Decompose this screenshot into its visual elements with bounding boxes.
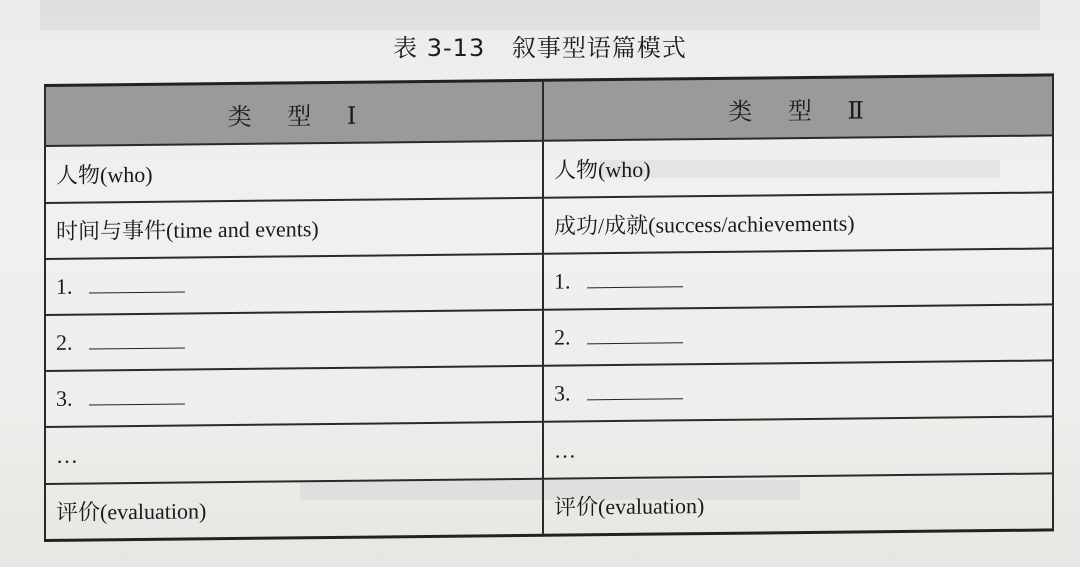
item-number: 2. bbox=[56, 329, 73, 355]
cell-type1-item-3 bbox=[45, 366, 543, 427]
table-number: 表 3-13 bbox=[393, 34, 486, 62]
cell-type1-who: 人物(who) bbox=[45, 141, 543, 202]
item-number: 1. bbox=[56, 273, 73, 299]
cell-type1-time-events: 时间与事件(time and events) bbox=[45, 197, 543, 258]
item-number: 2. bbox=[554, 324, 571, 350]
table-caption bbox=[0, 28, 1080, 63]
table-row bbox=[45, 417, 1053, 484]
cell-type2-ellipsis: … bbox=[543, 417, 1053, 479]
cell-type1-ellipsis: … bbox=[45, 422, 543, 483]
fill-in-blank bbox=[89, 277, 185, 293]
cell-type2-who: 人物(who) bbox=[543, 136, 1053, 198]
item-number: 1. bbox=[554, 268, 571, 294]
table-header-row bbox=[45, 75, 1053, 146]
fill-in-blank bbox=[89, 390, 185, 406]
narrative-pattern-table bbox=[44, 73, 1054, 542]
cell-type1-item-2 bbox=[45, 310, 543, 371]
fill-in-blank bbox=[587, 385, 683, 401]
cell-type1-item-1 bbox=[45, 254, 543, 315]
table-row bbox=[45, 192, 1053, 259]
cell-type1-evaluation: 评价(evaluation) bbox=[45, 478, 543, 540]
table-title: 叙事型语篇模式 bbox=[511, 34, 687, 62]
cell-type2-item-2 bbox=[543, 304, 1053, 366]
fill-in-blank bbox=[587, 328, 683, 344]
table-row bbox=[45, 473, 1053, 540]
table-row bbox=[45, 248, 1053, 315]
cell-type2-item-1 bbox=[543, 248, 1053, 310]
fill-in-blank bbox=[587, 272, 683, 288]
table-row bbox=[45, 136, 1053, 203]
header-type-1: 类 型 Ⅰ bbox=[45, 80, 543, 146]
item-number: 3. bbox=[554, 380, 571, 406]
cell-type2-item-3 bbox=[543, 361, 1053, 423]
header-type-2: 类 型 Ⅱ bbox=[543, 75, 1053, 141]
table-row bbox=[45, 304, 1053, 371]
table-row bbox=[45, 361, 1053, 428]
fill-in-blank bbox=[89, 334, 185, 350]
item-number: 3. bbox=[56, 386, 73, 412]
cell-type2-success: 成功/成就(success/achievements) bbox=[543, 192, 1053, 254]
cell-type2-evaluation: 评价(evaluation) bbox=[543, 473, 1053, 535]
